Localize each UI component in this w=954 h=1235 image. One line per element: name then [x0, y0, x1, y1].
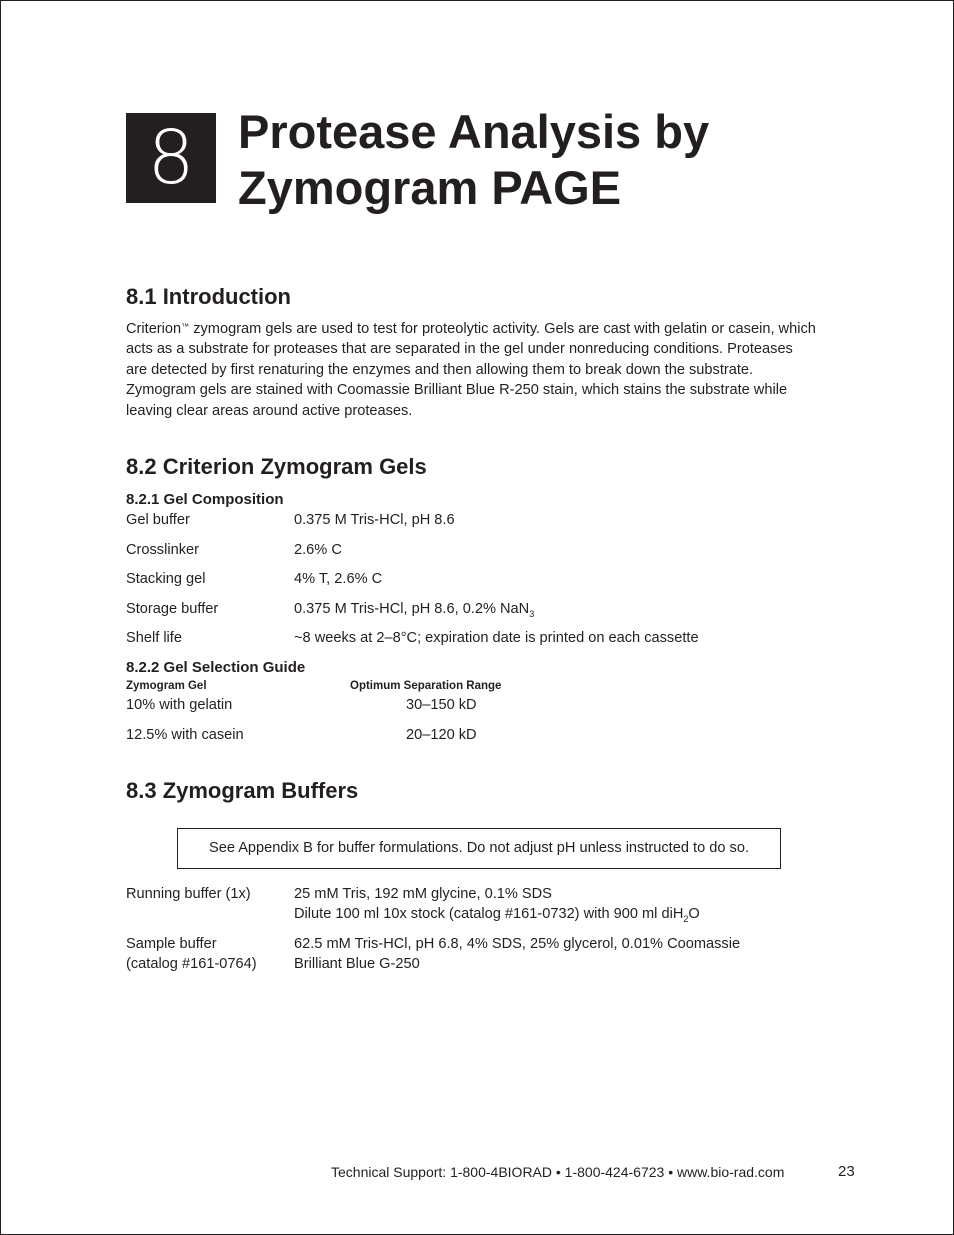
selection-range: 30–150 kD: [406, 697, 477, 713]
buffer-label: Running buffer (1x): [126, 886, 251, 902]
composition-value: 0.375 M Tris-HCl, pH 8.6: [294, 512, 455, 528]
selection-gel: 10% with gelatin: [126, 697, 233, 713]
page-number: 23: [838, 1163, 855, 1180]
composition-value: 0.375 M Tris-HCl, pH 8.6, 0.2% NaN$_3$: [294, 601, 535, 619]
composition-heading: 8.2.1 Gel Composition: [126, 491, 284, 508]
note-text: See Appendix B for buffer formulations. Do not adjust pH unless instructed to do so.: [208, 840, 749, 856]
composition-value: 2.6% C: [294, 542, 342, 558]
buffer-value-line2: Dilute 100 ml 10x stock (catalog #161-0732) with 900 ml diH$_2$O: [294, 906, 700, 924]
note-box: [177, 828, 781, 869]
buffer-label-catalog: (catalog #161-0764): [126, 956, 257, 972]
buffer-label: Sample buffer: [126, 936, 217, 952]
gels-heading: 8.2 Criterion Zymogram Gels: [126, 454, 427, 479]
selection-heading: 8.2.2 Gel Selection Guide: [126, 659, 306, 676]
brand-name: Criterion: [126, 321, 182, 337]
composition-label: Stacking gel: [126, 571, 206, 587]
footer-support: Technical Support: 1-800-4BIORAD • 1-800-424-6723 • www.bio-rad.com: [331, 1164, 785, 1180]
intro-paragraph: [126, 319, 816, 421]
composition-value: 4% T, 2.6% C: [294, 571, 383, 587]
intro-heading: 8.1 Introduction: [126, 284, 291, 309]
column-header-range: Optimum Separation Range: [350, 680, 502, 692]
column-header-gel: Zymogram Gel: [126, 680, 207, 692]
buffer-value-line1: 62.5 mM Tris-HCl, pH 6.8, 4% SDS, 25% glycerol, 0.01% Coomassie: [294, 936, 741, 952]
chapter-number: 8: [147, 115, 195, 201]
subscript: 2: [683, 913, 689, 924]
chapter-title-line1: Protease Analysis by: [238, 105, 710, 158]
composition-label: Crosslinker: [126, 542, 199, 558]
intro-body: zymogram gels are used to test for proteolytic activity. Gels are cast with gelatin or casein, which acts as a substrate for proteases that are separated in the gel under nonreducing conditions. Proteases are detected by first renaturing the enzymes and then allowing them to break down the substrate. Zymogram gels are stained with Coomassie Brilliant Blue R-250 stain, which stains the substrate while leaving clear areas around active proteases.: [126, 321, 816, 419]
selection-range: 20–120 kD: [406, 727, 477, 743]
chapter-title-line2: Zymogram PAGE: [238, 161, 622, 214]
selection-gel: 12.5% with casein: [126, 727, 244, 743]
composition-label: Shelf life: [126, 630, 182, 646]
chapter-title: [238, 104, 709, 216]
trademark-symbol: ™: [181, 322, 190, 331]
composition-label: Gel buffer: [126, 512, 190, 528]
buffer-value-line1: 25 mM Tris, 192 mM glycine, 0.1% SDS: [294, 886, 552, 902]
subscript: 3: [529, 608, 535, 619]
chapter-number-box: [126, 113, 216, 203]
buffers-heading: 8.3 Zymogram Buffers: [126, 778, 359, 803]
composition-value: ~8 weeks at 2–8°C; expiration date is printed on each cassette: [294, 630, 699, 646]
buffer-value-line2: Brilliant Blue G-250: [294, 956, 420, 972]
composition-label: Storage buffer: [126, 601, 219, 617]
